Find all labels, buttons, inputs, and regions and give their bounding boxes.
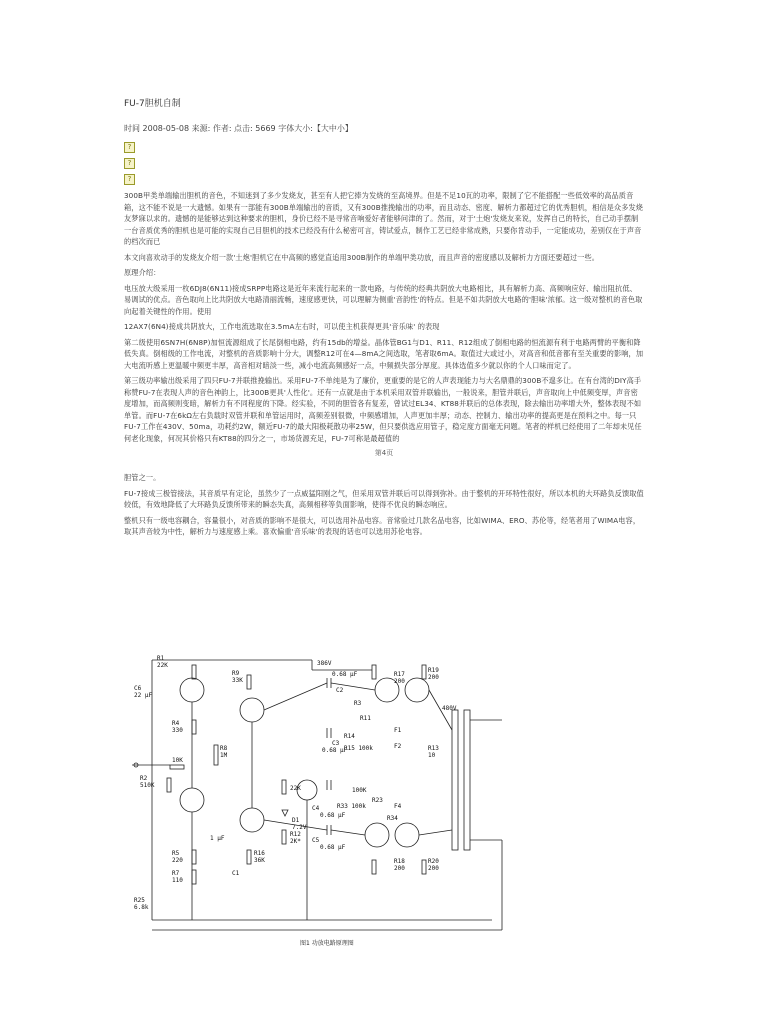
label-c1ua: 1 μF [210, 835, 225, 842]
label-c6v: 22 μF [134, 692, 153, 699]
label-c4v: 0.68 μF [320, 812, 346, 819]
label-r17: R17 [394, 671, 405, 678]
label-r16v: 36K [254, 857, 265, 864]
label-c3: C3 [332, 740, 340, 747]
label-c6: C6 [134, 685, 142, 692]
amplifier-schematic [132, 650, 526, 940]
label-r12v: 2K* [290, 838, 301, 845]
paragraph: 胆管之一。 [124, 473, 161, 482]
label-f2: F2 [394, 743, 402, 750]
page-marker: 第4页 [374, 449, 394, 457]
label-v72: 7.2V [292, 824, 307, 831]
paragraph: 整机只有一级电容耦合，容量很小，对音质的影响不是很大，可以选用补品电容。音常验过几款名品电容，比如WIMA、ERO、苏伦等，经笔者用了WIMA电容，取其声音较为中性，解析力与速度感上乘。喜欢偏重'音乐味'的表现的话也可以选用苏伦电容。 [124, 515, 641, 536]
paragraph: 电压放大级采用一枚6DJ8(6N11)接成SRPP电路这是近年来流行起来的一款电路，与传统的经典共阴放大电路相比，具有解析力高、高频响应好、输出阻抗低、易调试的优点。音色取向上比共阴放大电路清丽流畅，速度感更快，可以理解为侧重'音韵性'的特点。但是不如共阴放大电路的'胆味'浓郁。这一级对整机的音色取向起着关键性的作用。使用 [124, 283, 643, 316]
label-r12: R12 [290, 831, 301, 838]
label-c3v: 0.68 μF [322, 747, 348, 754]
label-r13v: 10 [428, 752, 436, 759]
paragraph: 12AX7(6N4)接成共阴放大，工作电流选取在3.5mA左右时，可以使主机获得更具'音乐味' 的表现 [124, 322, 440, 331]
label-r5v: 220 [172, 857, 183, 864]
label-r9: R9 [232, 670, 240, 677]
label-vr: 10K [172, 757, 183, 764]
section-heading: 原理介绍： [124, 268, 161, 277]
label-r33: R33 100k [337, 803, 366, 810]
label-c5: C5 [312, 837, 320, 844]
label-480v: 480V [442, 705, 457, 712]
label-r14: R14 [344, 733, 355, 740]
paragraph: 本文向喜欢动手的发烧友介绍一款'土炮'胆机它在中高频的感觉直追用300B制作的单端甲类功放，而且声音的密度感以及解析力方面还要超过一些。 [124, 252, 600, 262]
paragraph: 第二级使用6SN7H(6N8P)加恒流源组成了长尾倒相电路，约有15db的增益。晶体管BG1与D1、R11、R12组成了倒相电路的恒流源有利于电路两臂的平衡和降低失真。倒相级的工作电流，对整机的音质影响十分大，调整R12可在4—8mA之间选取，笔者取6mA。取值过大或过小，对高音和低音都有至关重要的影响，加大电流听感上更温暖中频更丰厚，高音相对暗淡一些，减小电流高频感好一点，中频损失部分厚度。具体选值多少就以你的个人口味而定了。 [124, 337, 644, 370]
label-r11: R11 [360, 715, 371, 722]
label-r19: R19 [428, 667, 439, 674]
label-c2: C2 [336, 687, 344, 694]
label-r1: R1 [157, 655, 165, 662]
label-r7v: 110 [172, 877, 183, 884]
label-r20: R20 [428, 858, 439, 865]
label-r22: 22K [290, 785, 301, 792]
label-c2v: 0.68 μF [332, 671, 358, 678]
label-r34: R34 [387, 815, 398, 822]
label-r15: R15 100k [344, 745, 373, 752]
label-f1: F1 [394, 727, 402, 734]
paragraph: 300B甲类单端输出胆机的音色，不知迷到了多少发烧友，甚至有人把它捧为发烧的至高境界。但是不足10瓦的功率，限制了它不能搭配一些低效率的高品质音箱，这不能不说是一大遗憾。如果有一部能有300B单端输出的音质，又有300B推挽输出的功率，而且动态、密度、解析力都超过它的优秀胆机，相信是众多发烧友梦寐以求的。遗憾的是能够达到这种要求的胆机，身价已经不是寻常音响爱好者能够问津的了。然而，对于'土炮'发烧友来说，发挥自己的特长，自己动手摆制一台音质优秀的胆机也是可能的实现自己目胆机的技术已经没有什么秘密可言，铸试爱点，制作工艺已经非常成熟，只要你肯动手，一定能成功，差别仅在于声音的档次而已 [124, 191, 644, 246]
label-100k: 100K [352, 787, 367, 794]
figure-caption: 图1 功放电路原理图 [300, 940, 354, 947]
label-r4: R4 [172, 720, 180, 727]
label-r18: R18 [394, 858, 405, 865]
broken-image-icon: ? [124, 158, 644, 170]
article-meta: 时间 2008-05-08 来源: 作者: 点击: 5669 字体大小:【大中小】 [124, 124, 353, 133]
label-r20v: 200 [428, 865, 439, 872]
label-r23: R23 [372, 797, 383, 804]
article-title: FU-7胆机自制 [124, 99, 181, 109]
label-r19v: 200 [428, 674, 439, 681]
label-r7: R7 [172, 870, 180, 877]
label-r8: R8 [220, 745, 228, 752]
label-r8v: 1M [220, 752, 228, 759]
label-c1: C1 [232, 870, 240, 877]
label-386v: 386V [317, 660, 332, 667]
label-r25v: 6.8k [134, 904, 149, 911]
broken-image-icon: ? [124, 142, 644, 154]
label-r3: R3 [354, 700, 362, 707]
label-r18v: 200 [394, 865, 405, 872]
paragraph: 第三级功率输出级采用了四只FU-7并联推挽输出。采用FU-7不单纯是为了廉价，更重要的是它的人声表现能力与大名鼎鼎的300B不遑多让。在有台湾的DIY高手称赞FU-7在表现人声的音色神韵上，比300B更具'人性化'。还有一点就是由于本机采用双管并联输出，一般说来，胆管并联后，声音取向上中低频变厚，声音密度增加，而高频则变暗，解析力有不同程度的下降。经实验，不同的胆管各有复差，曾试过EL34、KT88并联后的总体表现，除去输出功率增大外，整体表现不如单管。而FU-7在6kΩ左右负载时双管并联和单管运用时，高频差别很微，中频感增加，人声更加丰厚；动态、控制力、输出功率的提高更是在预料之中。每一只FU-7工作在430V、50ma，功耗约2W，额近FU-7的最大阳极耗散功率25W，但只要供选应用管子，稳定度方面毫无问题。笔者的样机已经使用了二年却未见任何老化现象，何况其价格只有KT88的四分之一，市场货源充足，FU-7可称是最超值的 [124, 376, 642, 443]
label-r25: R25 [134, 897, 145, 904]
label-c4: C4 [312, 805, 320, 812]
paragraph: FU-7接成三极管接法，其音质早有定论，虽然少了一点威猛阳刚之气，但采用双管并联后可以得到弥补。由于整机的开环特性很好，所以本机的大环路负反馈取值较低，有效地降低了大环路负反馈所带来的瞬态失真，高频相移等负面影响，使得不优良的瞬态响应。 [124, 488, 644, 509]
label-r16: R16 [254, 850, 265, 857]
broken-image-icon: ? [124, 174, 644, 186]
label-f4: F4 [394, 803, 402, 810]
label-r13: R13 [428, 745, 439, 752]
label-r4v: 330 [172, 727, 183, 734]
label-d1: D1 [292, 817, 300, 824]
label-c5v: 0.68 μF [320, 844, 346, 851]
label-r2v: 510K [140, 782, 155, 789]
label-r1v: 22K [157, 662, 168, 669]
label-r5: R5 [172, 850, 180, 857]
label-r17v: 200 [394, 678, 405, 685]
article [124, 96, 644, 542]
label-r9v: 33K [232, 677, 243, 684]
label-r2: R2 [140, 775, 148, 782]
